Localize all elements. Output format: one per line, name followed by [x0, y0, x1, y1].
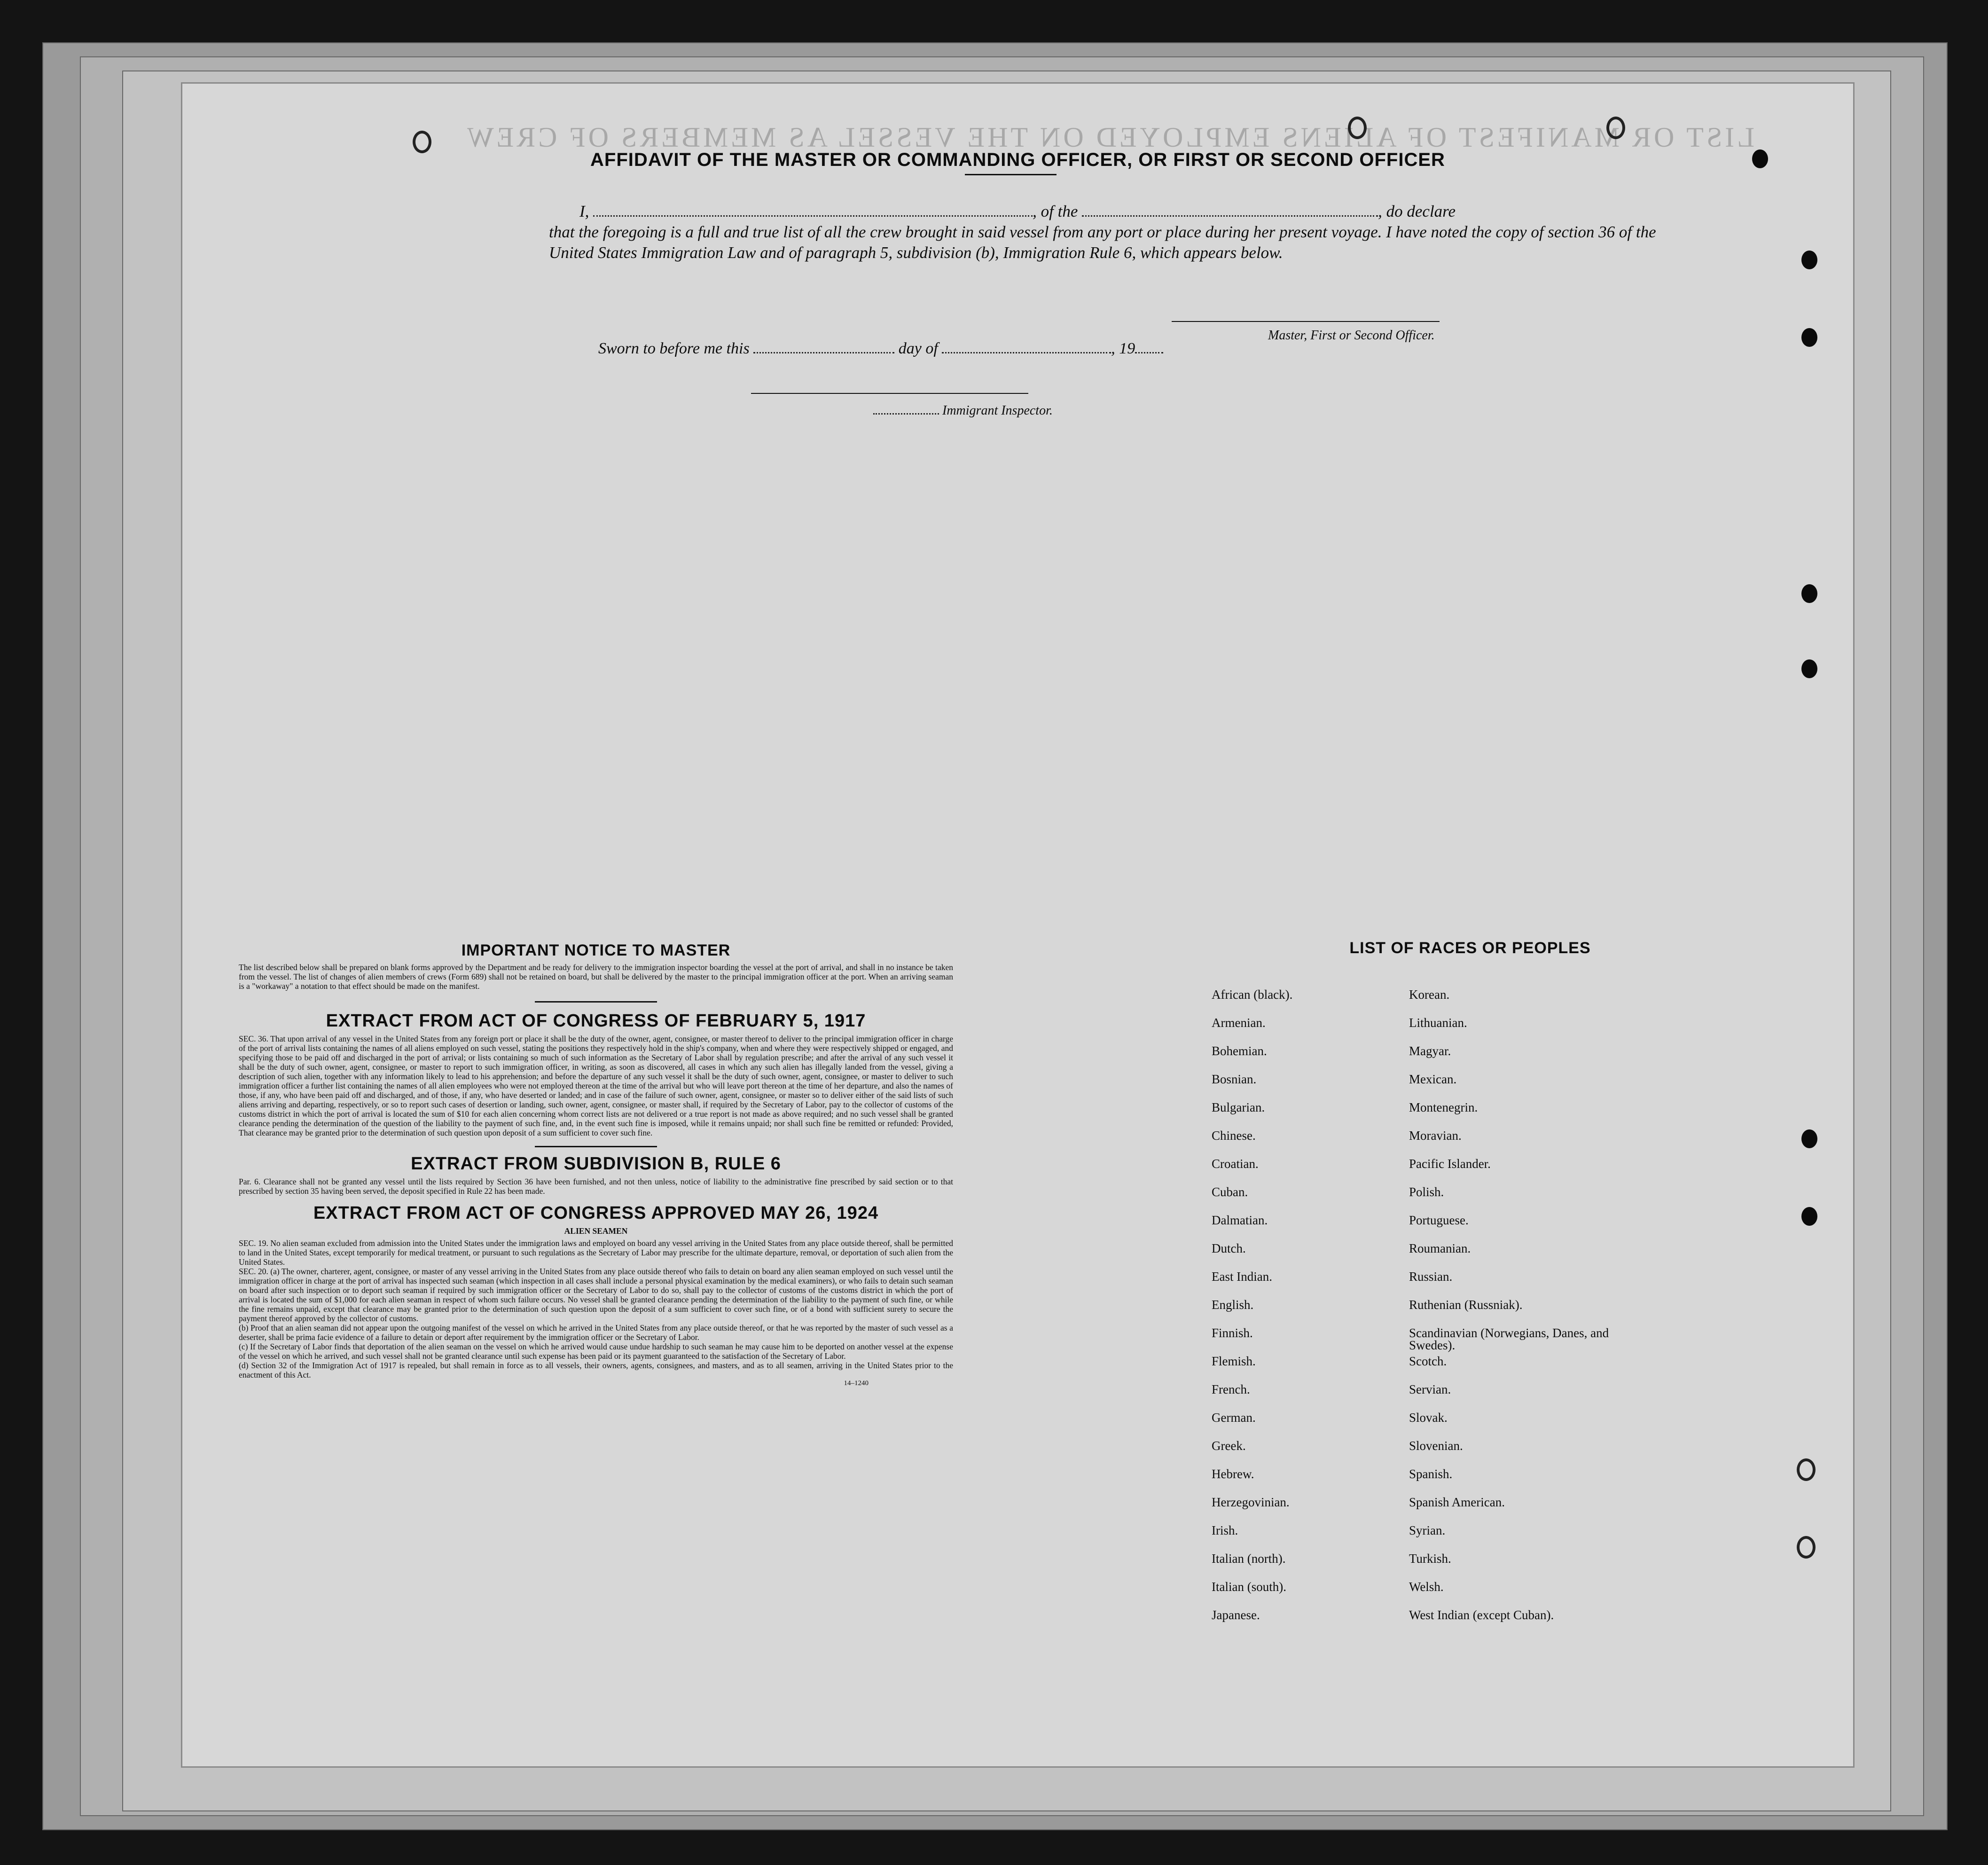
punch-hole: [1801, 1129, 1817, 1148]
section-divider: [535, 1146, 657, 1147]
race-item: Flemish.: [1212, 1354, 1256, 1368]
label-of-the: , of the: [1033, 202, 1078, 220]
race-item: French.: [1212, 1382, 1250, 1396]
races-list: [1212, 939, 1729, 1622]
race-item: Spanish American.: [1409, 1495, 1505, 1509]
race-item: German.: [1212, 1411, 1256, 1425]
punch-hole: [1801, 659, 1817, 678]
race-item: Croatian.: [1212, 1157, 1259, 1171]
race-item: Italian (north).: [1212, 1552, 1286, 1566]
race-item: East Indian.: [1212, 1269, 1272, 1284]
label-i: I,: [579, 202, 589, 220]
month-blank: [942, 343, 1111, 353]
inspector-blank: [873, 407, 939, 415]
alien-seamen-subtitle: ALIEN SEAMEN: [564, 1226, 628, 1236]
race-item: Scotch.: [1409, 1354, 1447, 1368]
bleed-through-header: LIST OR MANIFEST OF ALIENS EMPLOYED ON THE VESSEL AS MEMBERS OF CREW: [464, 122, 1754, 153]
sworn-line: [598, 340, 1163, 358]
race-item: Turkish.: [1409, 1552, 1451, 1566]
race-item: Bohemian.: [1212, 1044, 1267, 1058]
race-item: Mexican.: [1409, 1072, 1457, 1086]
races-title: LIST OF RACES OR PEOPLES: [1349, 939, 1591, 957]
race-item: Greek.: [1212, 1439, 1246, 1453]
extract-1924-sec20a: SEC. 20. (a) The owner, charterer, agent, consignee, or master of any vessel arriving in the United States from any place outside thereof who fails to detain on board any alien seaman employed on such vessel until the immigration officer in charge at the port of arrival has inspected such seaman (which inspection in all cases shall include a personal physical examination by the medical examiners), or who fails to detain such seaman on board after such inspection or to deport such seaman if required by such immigration officer or the Secretary of Labor to do so, shall pay to the collector of customs of the customs district in which the port of arrival is located the sum of $1,000 for each alien seaman in respect of whom such failure occurs. No vessel shall be granted clearance pending the determination of the liability to the payment of such fine, or while the fine remains unpaid, except that clearance may be granted prior to the determination of such question upon the deposit of a sum sufficient to cover such fine, or of a bond with sufficient surety to secure the payment thereof approved by the collector of customs.: [239, 1267, 953, 1323]
punch-hole: [1348, 117, 1367, 139]
race-item: Polish.: [1409, 1185, 1444, 1199]
extract-1924-sec20b: (b) Proof that an alien seaman did not appear upon the outgoing manifest of the vessel on which he arrived in the United States from any place outside thereof, or that he was reported by the master of such vessel as a deserter, shall be prima facie evidence of a failure to detain or deport after requirement by the immigration officer or the Secretary of Labor.: [239, 1323, 953, 1342]
title-underline: [965, 174, 1057, 175]
race-item: Bulgarian.: [1212, 1100, 1265, 1114]
race-item: Spanish.: [1409, 1467, 1453, 1481]
race-item: Russian.: [1409, 1269, 1453, 1284]
form-number: 14–1240: [844, 1379, 869, 1387]
declaration-line: [579, 201, 1667, 222]
sworn-label: Sworn to before me this: [598, 340, 750, 357]
race-item: Bosnian.: [1212, 1072, 1257, 1086]
notice-text: The list described below shall be prepared on blank forms approved by the Department and be ready for delivery to the immigration inspector boarding the vessel at the port of arrival, and shall in no instance be taken from the vessel. The list of changes of alien members of crews (Form 689) shall not be retained on board, but shall be delivered by the master to the principal immigration officer at the port. When an arriving seaman is a "workaway" a notation to that effect should be made on the manifest.: [239, 963, 953, 991]
race-item: Portuguese.: [1409, 1213, 1469, 1227]
race-item: Syrian.: [1409, 1523, 1446, 1537]
affidavit-body: that the foregoing is a full and true list of all the crew brought in said vessel from any port or place during her present voyage. I have noted the copy of section 36 of the United States Immigration Law and of paragraph 5, subdivision (b), Immigration Rule 6, which appears below.: [549, 223, 1656, 262]
extract-1917-text: SEC. 36. That upon arrival of any vessel in the United States from any foreign port or place it shall be the duty of the owner, agent, consignee, or master thereof to deliver to the principal immigration officer in charge of the port of arrival lists containing the names of all aliens employed on such vessel, stating the positions they respectively hold in the ship's company, when and where they were respectively shipped or engaged, and specifying those to be paid off and discharged in the port of arrival; or lists containing so much of such information as the Secretary of Labor shall by regulation prescribe; and after the arrival of any such vessel it shall be the duty of such owner, agent, consignee, or master to report to such immigration officer, in writing, as soon as discovered, all cases in which any such alien has illegally landed from the vessel, giving a description of such alien, together with any information likely to lead to his apprehension; and before the departure of any such vessel it shall be the duty of such owner, agent, consignee, or master to deliver to such immigration officer a further list containing the names of all alien employees who were not employed thereon at the time of the arrival but who will leave port thereon at the time of her departure, and also the names of those, if any, who have been paid off and discharged, and of those, if any, who have deserted or landed; and in case of the failure of such owner, agent, consignee, or master so to deliver either of the said lists of such aliens arriving and departing, respectively, or so to report such cases of desertion or landing, such owner, agent, consignee, or master shall, if required by the Secretary of Labor, pay to the collector of customs of the customs district in which the port of arrival is located the sum of $10 for each alien concerning whom correct lists are not delivered or a true report is not made as above required; and no such vessel shall be granted clearance pending the determination of the question of the liability to the payment of such fine, and, in the event such fine is imposed, while it remains unpaid; nor shall such fine be remitted or refunded: Provided, That clearance may be granted prior to the determination of such question upon deposit of a sum sufficient to cover such fine.: [239, 1034, 953, 1137]
punch-hole: [1801, 251, 1817, 269]
race-item: Armenian.: [1212, 1016, 1266, 1030]
extract-1924-sec20c: (c) If the Secretary of Labor finds that deportation of the alien seaman on the vessel on which he arrived would cause undue hardship to such seaman he may cause him to be deported on another vessel at the expense of the vessel on which he arrived, and such vessel shall not be granted clearance until such expense has been paid or its payment guaranteed to the satisfaction of the Secretary of Labor.: [239, 1342, 953, 1361]
race-item: Magyar.: [1409, 1044, 1451, 1058]
race-item: Dalmatian.: [1212, 1213, 1268, 1227]
punch-hole: [1801, 584, 1817, 603]
punch-hole: [1606, 117, 1625, 139]
race-item: Herzegovinian.: [1212, 1495, 1290, 1509]
race-item: Ruthenian (Russniak).: [1409, 1298, 1523, 1312]
race-item: Japanese.: [1212, 1608, 1260, 1622]
race-item: Welsh.: [1409, 1580, 1444, 1594]
race-item: Korean.: [1409, 987, 1450, 1002]
race-item: Finnish.: [1212, 1326, 1253, 1340]
extract-1917-title: EXTRACT FROM ACT OF CONGRESS OF FEBRUARY 5, 1917: [326, 1011, 866, 1031]
master-signature-label: Master, First or Second Officer.: [1268, 328, 1435, 343]
extract-1924-sec19: SEC. 19. No alien seaman excluded from admission into the United States under the immigration laws and employed on board any vessel arriving in the United States from any place outside thereof, shall be permitted to land in the United States, except temporarily for medical treatment, or pursuant to such regulations as the Secretary of Labor may prescribe for the ultimate departure, removal, or deportation of such alien from the United States.: [239, 1238, 953, 1267]
extract-1924-title: EXTRACT FROM ACT OF CONGRESS APPROVED MAY 26, 1924: [313, 1203, 879, 1223]
races-left-column: [1212, 988, 1292, 1637]
punch-hole: [1801, 1207, 1817, 1226]
race-item: Chinese.: [1212, 1128, 1256, 1143]
master-signature-line: [1172, 321, 1440, 322]
inspector-line: [873, 403, 1053, 418]
race-item: Dutch.: [1212, 1241, 1246, 1255]
affidavit-page: [181, 82, 1855, 1768]
races-right-column: [1409, 988, 1616, 1637]
punch-hole: [1801, 328, 1817, 347]
race-item: African (black).: [1212, 987, 1293, 1002]
race-item: Lithuanian.: [1409, 1016, 1467, 1030]
race-item: Slovenian.: [1409, 1439, 1463, 1453]
race-item: Irish.: [1212, 1523, 1238, 1537]
day-of-label: day of: [898, 340, 938, 357]
vessel-blank: [1082, 206, 1378, 217]
legal-notices: [239, 941, 953, 1387]
name-blank: [593, 206, 1033, 217]
extract-1924-sec20d: (d) Section 32 of the Immigration Act of 1917 is repealed, but shall remain in force as to all vessels, their owners, agents, consignees, and masters, and as to all seamen, arriving in the United States prior to the enactment of this Act.: [239, 1361, 953, 1379]
affidavit-title: AFFIDAVIT OF THE MASTER OR COMMANDING OFFICER, OR FIRST OR SECOND OFFICER: [590, 149, 1445, 170]
race-item: Montenegrin.: [1409, 1100, 1478, 1114]
inspector-label: Immigrant Inspector.: [942, 403, 1053, 418]
label-do-declare: , do declare: [1378, 202, 1456, 220]
day-blank: [753, 343, 894, 353]
race-item: West Indian (except Cuban).: [1409, 1608, 1554, 1622]
race-item: Moravian.: [1409, 1128, 1462, 1143]
race-item: Servian.: [1409, 1382, 1451, 1396]
notice-title: IMPORTANT NOTICE TO MASTER: [461, 941, 731, 959]
race-item: Cuban.: [1212, 1185, 1248, 1199]
race-item: Pacific Islander.: [1409, 1157, 1491, 1171]
subdivision-text: Par. 6. Clearance shall not be granted any vessel until the lists required by Section 36 have been furnished, and not then unless, notice of liability to the administrative fine prescribed by said section or to that prescribed by section 35 having been served, the deposit specified in Rule 22 has been made.: [239, 1177, 953, 1196]
race-item: English.: [1212, 1298, 1254, 1312]
punch-hole: [1797, 1536, 1816, 1559]
race-item: Roumanian.: [1409, 1241, 1471, 1255]
year-label: , 19: [1111, 340, 1135, 357]
race-item: Slovak.: [1409, 1411, 1448, 1425]
year-blank: [1135, 343, 1163, 353]
affidavit-statement: [549, 201, 1667, 263]
subdivision-title: EXTRACT FROM SUBDIVISION B, RULE 6: [411, 1154, 781, 1174]
inspector-signature-line: [751, 393, 1028, 394]
race-item: Hebrew.: [1212, 1467, 1254, 1481]
punch-hole: [1797, 1458, 1816, 1481]
race-item: Italian (south).: [1212, 1580, 1286, 1594]
race-item: Scandinavian (Norwegians, Danes, and Swedes).: [1409, 1326, 1609, 1352]
section-divider: [535, 1001, 657, 1003]
